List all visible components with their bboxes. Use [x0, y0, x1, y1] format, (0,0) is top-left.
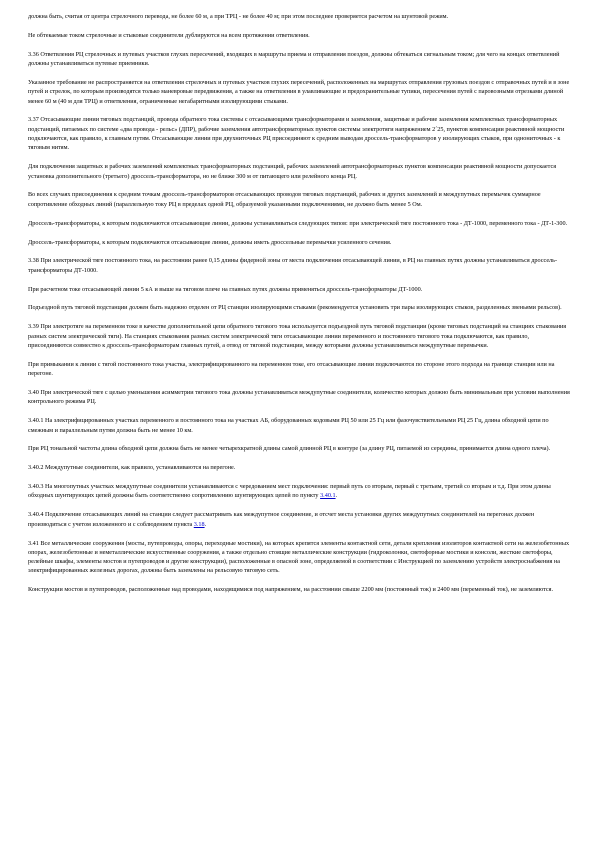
paragraph-9: Дроссель-трансформаторы, к которым подключаются отсасывающие линии, должны иметь дроссельные перемычки усиленного сечения.	[28, 238, 392, 246]
paragraph-2: Не обтекаемые током стрелочные и стыковые соединители дублируются на всем протяжении ответвления.	[28, 31, 310, 39]
paragraph-1: должна быть, считая от центра стрелочного перевода, не более 60 м, а при ТРЦ - не более 40 м; при этом последнее проверяется расчетом на шунтовой режим.	[28, 13, 449, 20]
paragraph-12: Подъездной путь тяговой подстанции должен быть надежно отделен от РЦ станции изолирующими стыками (рекомендуется установить три пары изолирующих стыков, разделенных звеньями рельсов).	[28, 304, 562, 312]
paragraph-end: .	[204, 520, 207, 528]
paragraph-8: Дроссель-трансформаторы, к которым подключаются отсасывающие линии, должны устанавливаться следующих типов: при электрической тяге постоянного тока - ДТ-1000, переменного тока - ДТ-1-300.	[28, 219, 568, 227]
paragraph-text: 3.40.4 Подключение отсасывающих линий на станции следует рассматривать как междупутное соединение, и отсчет места установки других междупутных соединителей на перегонах должен производиться с учетом изложенного и с соблюдением пункта	[28, 511, 535, 528]
paragraph-11: При расчетном токе отсасывающей линии 5 кА и выше на тяговом плече на главных путях должны применяться дроссель-трансформаторы ДТ-1000.	[28, 285, 423, 293]
paragraph-3-37: 3.37 Отсасывающие линии тяговых подстанций, провода обратного тока системы с отсасывающими трансформаторами и заземления, защитные и рабочие заземления комплектных трансформаторных подстанций, питаемых по системе «два провода - рельс» (ДПР), рабочие заземления автотрансформаторных пунктов системы электротяги напряжением 2´25, пунктов компенсации реактивной мощности подключаются, как правило, к главным путям. Отсасывающие линии при двухниточных РЦ присоединяют к средним выводам дроссель-трансформаторов у изолирующих стыков, при однониточных - к тяговым нитям.	[28, 116, 565, 152]
paragraph-3-40-2: 3.40.2 Междупутные соединители, как правило, устанавливаются на перегоне.	[28, 464, 236, 472]
paragraph-3-36: 3.36 Ответвления РЦ стрелочных и путевых участков глухих пересечений, входящих в маршруты приема и отправления поездов, должны обтекаться сигнальным током; для чего на концах ответвлений должны устанавливаться путевые приемники.	[28, 50, 560, 68]
paragraph-6: Для подключения защитных и рабочих заземлений комплектных трансформаторных подстанций, рабочих заземлений автотрансформаторных пунктов компенсации реактивной мощности допускается установка дополнительного (третьего) дроссель-трансформатора, но не ближе 300 м от питающего или релейного конца РЦ.	[28, 163, 557, 180]
paragraph-end: .	[335, 492, 338, 500]
paragraph-4: Указанное требование не распространяется на ответвления стрелочных и путевых участков глухих пересечений, расположенных на маршрутах отправления грузовых поездов с отправочных путей и в зоне путей и стрелок, по которым производятся только маневровые передвижения, а также на ответвления в улавливающие и предохранительные тупики, пересечения путей с паровозными отрезками длиной менее 60 м (40 м для ТРЦ) и ответвления, ограниченные негабаритными изолирующими стыками.	[28, 78, 570, 105]
paragraph-17: При РЦ тональной частоты длина обходной цепи должна быть не менее четырехкратной длины самой длинной РЦ в контуре (за длину РЦ, питаемой из середины, принимается длина одного плеча).	[28, 445, 551, 453]
paragraph-22: Конструкции мостов и путепроводов, расположенные над проводами, находящимися под напряжением, на расстоянии свыше 2200 мм (постоянный ток) и 2400 мм (переменный ток), не заземляются.	[28, 586, 554, 594]
paragraph-7: Во всех случаях присоединения к средним точкам дроссель-трансформаторов отсасывающих проводов тяговых подстанций, рабочих и других заземлений и междупутных перемычек суммарное сопротивление обходных линий (параллельную току РЦ в пределах одной РЦ, образуемой указанными подключениями, не должно быть менее 5 Ом.	[28, 191, 541, 208]
paragraph-3-40-3	[28, 482, 570, 501]
paragraph-3-41: 3.41 Все металлические сооружения (мосты, путепроводы, опоры, переходные мостики), на которых крепятся элементы контактной сети, детали крепления изоляторов контактной сети на железобетонных опорах, железобетонные и неметаллические искусственные сооружения, а также отдельно стоящие металлические конструкции (гидроколонки, светофорные мостики и консоли, жесткие светофоры, релейные шкафы, элементы мостов и путепроводов и другие конструкции), расположенные в опасной зоне, определяемой в соответствии с Инструкцией по заземлению устройств электроснабжения на электрифицированных железных дорогах, должны быть заземлены на рельсовую тяговую сеть.	[28, 539, 570, 575]
link-3-40-1[interactable]: 3.40.1	[320, 492, 336, 500]
paragraph-text: 3.40.3 На многопутных участках междупутные соединители устанавливаются с чередованием мест подключения: первый путь со вторым, первый с третьим, третий со вторым и т.д. При этом длины обходных шунтирующих цепей должны быть соответственно сопротивлению шунтирующих цепей по пункту	[28, 483, 551, 500]
paragraph-3-40-1: 3.40.1 На электрифицированных участках переменного и постоянного тока на участках АБ, оборудованных кодовыми РЦ 50 или 25 Гц или фазочувствительными РЦ 25 Гц, длина обходной цепи по смежным и параллельным путям должна быть не менее 10 км.	[28, 417, 549, 434]
link-3-18[interactable]: 3.18	[193, 520, 205, 528]
paragraph-3-38: 3.38 При электрической тяге постоянного тока, на расстоянии ранее 0,15 длины фидерной зоны от места подключения отсасывающей линии, в РЦ на главных путях должны устанавливаться дроссель-трансформаторы ДТ-1000.	[28, 257, 558, 274]
paragraph-3-39: 3.39 При электротяге на переменном токе в качестве дополнительной цепи обратного тягового тока используется подъездной путь тяговой подстанции (кроме тяговых подстанций на станциях стыкования разных систем электрической тяги). На станциях стыкования разных систем электрической тяги отсасывающие линии переменного и постоянного тягового тока подключаются, как правило, присоединяются совместно к дроссель-трансформаторам главных путей, а отвод от тяговой подстанции, между которыми должны устанавливаться междупутные перемычки.	[28, 323, 567, 349]
document-page	[28, 12, 570, 604]
paragraph-3-40: 3.40 При электрической тяге с целью уменьшения асимметрии тягового тока должны устанавливаться междупутные соединители, количество которых должно быть минимальным при условии выполнения контрольного режима РЦ.	[28, 389, 570, 406]
paragraph-14: При примыкании к линии с тягой постоянного тока участка, электрифицированного на переменном токе, его отсасывающие линии подключаются по стороне этого подхода на границе станции или на перегоне.	[28, 360, 555, 378]
paragraph-3-40-4	[28, 510, 570, 529]
